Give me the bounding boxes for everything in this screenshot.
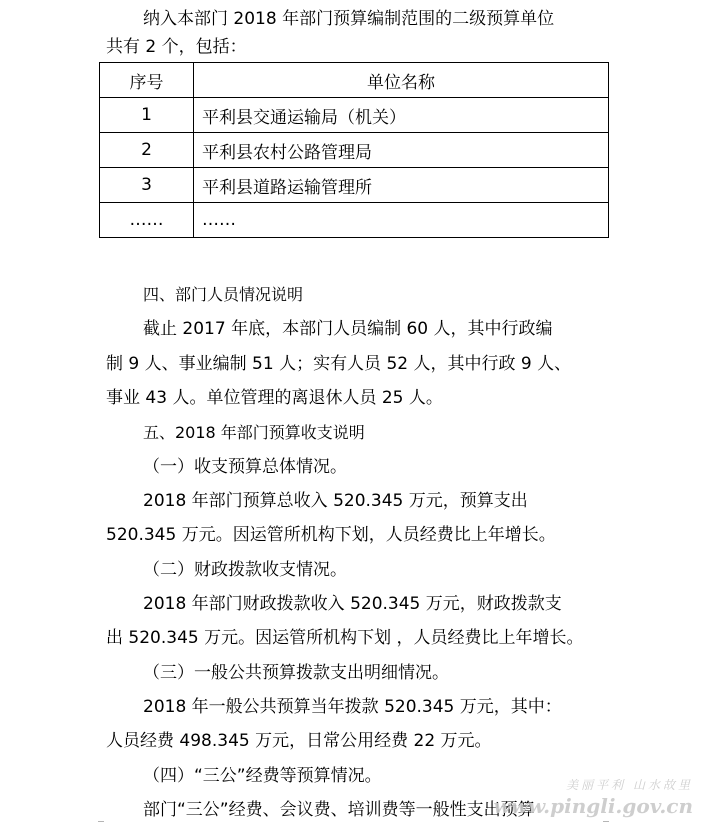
subsection-4-line: 部门“三公”经费、会议费、培训费等一般性支出预算 [143, 800, 535, 820]
row-unit-name: 平利县道路运输管理所 [194, 168, 609, 203]
subsection-1-line: 520.345 万元。因运管所机构下划，人员经费比上年增长。 [106, 525, 556, 545]
row-serial: 3 [100, 168, 194, 203]
row-serial: 2 [100, 133, 194, 168]
header-unit-name: 单位名称 [194, 63, 609, 98]
row-unit-name: 平利县农村公路管理局 [194, 133, 609, 168]
site-watermark [493, 776, 693, 824]
table-row [100, 168, 609, 203]
page-corner-mark-right [603, 821, 609, 822]
row-unit-name: …… [194, 203, 609, 238]
subsection-3-line: 2018 年一般公共预算当年拨款 520.345 万元，其中： [143, 697, 562, 717]
subsection-1-line: 2018 年部门预算总收入 520.345 万元，预算支出 [143, 491, 528, 511]
row-serial: …… [100, 203, 194, 238]
section-4-para-line: 截止 2017 年底，本部门人员编制 60 人，其中行政编 [143, 319, 553, 339]
table-row [100, 203, 609, 238]
subsection-2-line: 出 520.345 万元。因运管所机构下划 ，人员经费比上年增长。 [106, 628, 584, 648]
section-4-para-line: 事业 43 人。单位管理的离退休人员 25 人。 [106, 388, 443, 408]
watermark-url: www.pingli.gov.cn [493, 794, 693, 818]
watermark-slogan: 美丽平利 山水故里 [566, 778, 693, 792]
subsection-2-title: （二）财政拨款收支情况。 [143, 560, 347, 580]
subsection-1-title: （一）收支预算总体情况。 [143, 457, 347, 477]
subsection-4-title: （四）“三公”经费等预算情况。 [143, 766, 382, 786]
table-header-row [100, 63, 609, 98]
row-unit-name: 平利县交通运输局（机关） [194, 98, 609, 133]
subsection-3-title: （三）一般公共预算拨款支出明细情况。 [143, 663, 449, 683]
page-corner-mark-left [98, 821, 104, 822]
table-row [100, 133, 609, 168]
subsection-3-line: 人员经费 498.345 万元，日常公用经费 22 万元。 [106, 731, 492, 751]
row-serial: 1 [100, 98, 194, 133]
header-serial: 序号 [100, 63, 194, 98]
section-5-heading: 五、2018 年部门预算收支说明 [143, 423, 365, 442]
section-4-heading: 四、部门人员情况说明 [143, 285, 304, 304]
secondary-units-table [99, 62, 609, 238]
intro-line-2: 共有 2 个，包括： [106, 37, 247, 57]
intro-line-1: 纳入本部门 2018 年部门预算编制范围的二级预算单位 [143, 9, 555, 29]
subsection-2-line: 2018 年部门财政拨款收入 520.345 万元，财政拨款支 [143, 594, 562, 614]
section-4-para-line: 制 9 人、事业编制 51 人；实有人员 52 人，其中行政 9 人、 [106, 354, 572, 374]
table-row [100, 98, 609, 133]
